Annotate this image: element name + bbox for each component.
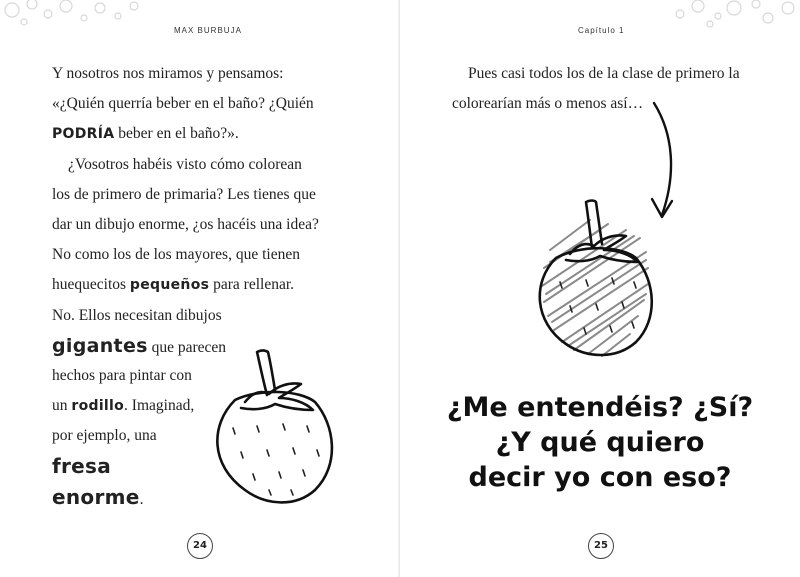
body-text <box>452 62 772 122</box>
text-run: por ejemplo, una <box>52 427 157 445</box>
text-line <box>52 304 352 334</box>
text-run: un <box>52 397 72 415</box>
big-question-line: ¿Me entendéis? ¿Sí? <box>446 392 754 423</box>
text-line <box>52 183 352 213</box>
emphasis-word: pequeños <box>129 277 210 294</box>
big-question <box>420 390 780 495</box>
big-question-line: decir yo con eso? <box>468 462 732 493</box>
emphasis-word: rodillo <box>71 398 125 415</box>
bubbles-decoration-icon <box>670 0 800 30</box>
big-question-line: ¿Y qué quiero <box>495 427 705 458</box>
strawberry-outline-icon <box>205 340 345 510</box>
page-number: 25 <box>588 533 614 559</box>
text-run: hechos para pintar con <box>52 366 192 384</box>
text-line <box>52 243 352 273</box>
text-line <box>52 153 352 183</box>
emphasis-word: enorme <box>52 484 140 509</box>
text-line <box>52 273 352 303</box>
emphasis-word: gigantes <box>52 334 148 357</box>
running-head: MAX BURBUJA <box>174 26 242 35</box>
bubbles-decoration-icon <box>0 0 150 30</box>
emphasis-word: PODRÍA <box>52 126 115 143</box>
text-run: . Imaginad, <box>124 397 195 415</box>
text-line <box>52 62 352 92</box>
text-run: No. Ellos necesitan dibujos <box>52 306 222 324</box>
text-run: Pues casi todos los de la clase de primero la <box>468 65 740 82</box>
running-head: Capítulo 1 <box>578 26 625 35</box>
text-run: ¿Vosotros habéis visto cómo colorean <box>68 155 302 173</box>
text-line <box>452 62 772 92</box>
text-run: No como los de los mayores, que tienen <box>52 246 300 264</box>
text-run: «¿Quién querría beber en el baño? ¿Quién <box>52 95 314 113</box>
text-line <box>52 213 352 243</box>
text-run: Y nosotros nos miramos y pensamos: <box>52 65 284 82</box>
text-line <box>52 122 352 152</box>
text-run: beber en el baño?». <box>114 125 239 143</box>
emphasis-word: fresa <box>52 454 112 479</box>
text-run: colorearían más o menos así… <box>452 95 644 113</box>
text-run: para rellenar. <box>209 276 295 294</box>
text-run: huequecitos <box>52 276 130 294</box>
text-line <box>52 92 352 122</box>
text-run: . <box>139 490 144 508</box>
text-run: los de primero de primaria? Les tienes que <box>52 185 316 203</box>
text-run: que parecen <box>147 338 227 356</box>
text-line <box>452 92 772 122</box>
text-run: dar un dibujo enorme, ¿os hacéis una idea? <box>52 215 319 233</box>
strawberry-scribbled-icon <box>530 190 670 365</box>
page-number: 24 <box>187 533 213 559</box>
